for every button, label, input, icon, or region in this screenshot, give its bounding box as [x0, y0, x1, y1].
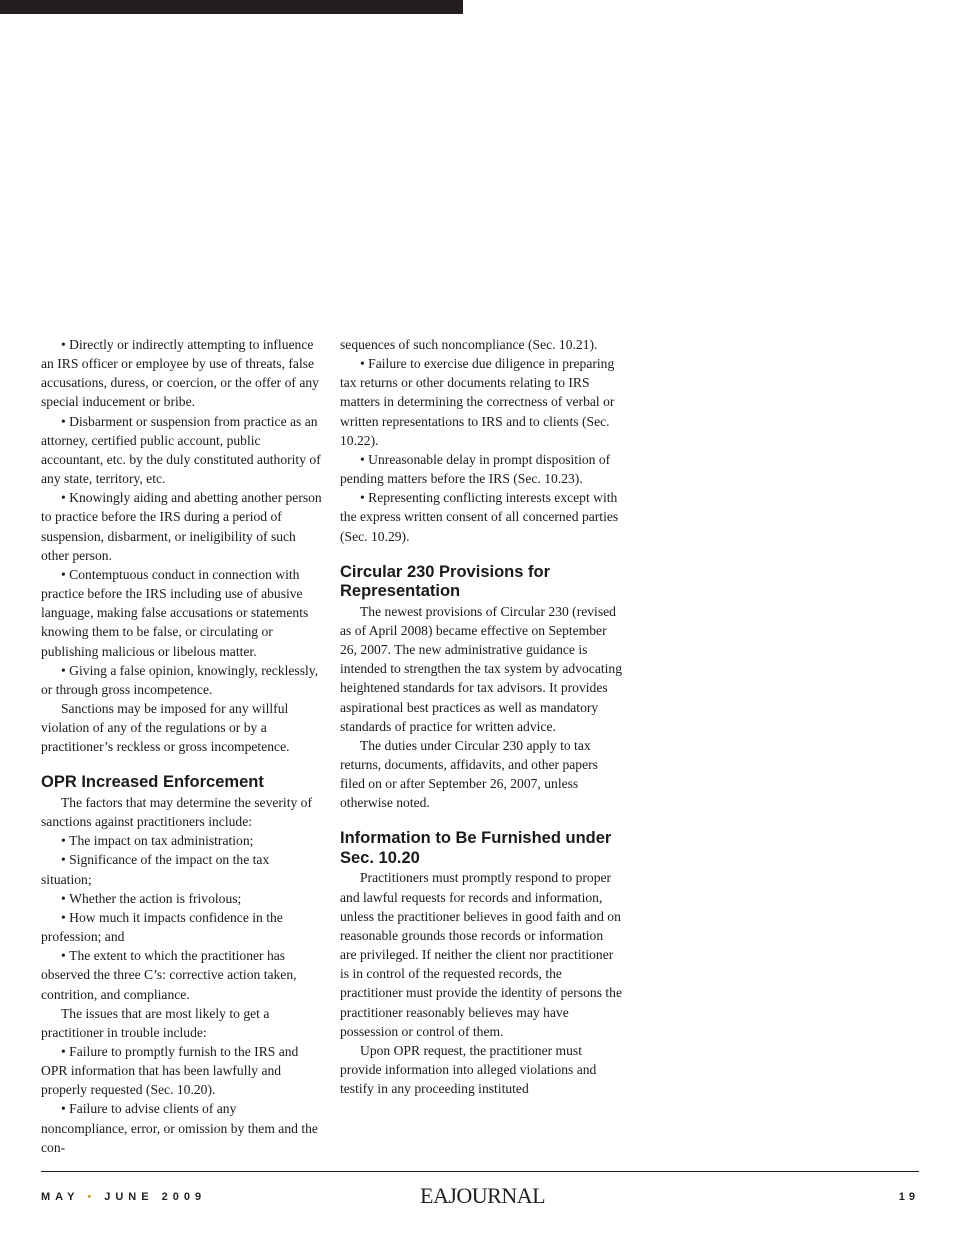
bullet-paragraph: • Contemptuous conduct in connection with practice before the IRS including use of abusive language, making false accusations or statements knowing them to be false, or circulating or publishing malicious or libelous matter. — [41, 565, 323, 661]
top-header-bar — [0, 0, 463, 14]
footer-separator-dot: • — [87, 1191, 97, 1203]
footer-month-2: JUNE 2009 — [104, 1191, 207, 1203]
right-column — [340, 335, 622, 1098]
bullet-paragraph: • Directly or indirectly attempting to influence an IRS officer or employee by use of threats, false accusations, duress, or coercion, or the offer of any special inducement or bribe. — [41, 335, 323, 412]
body-paragraph: The factors that may determine the severity of sanctions against practitioners include: — [41, 794, 313, 830]
footer-month-1: MAY — [41, 1191, 80, 1203]
bullet-paragraph: • How much it impacts confidence in the profession; and — [41, 908, 323, 946]
bullet-paragraph: • Disbarment or suspension from practice as an attorney, certified public account, public accountant, etc. by the duly constituted authority of any state, territory, etc. — [41, 412, 323, 489]
section-heading-circular-230: Circular 230 Provisions for Representation — [340, 562, 550, 601]
section-heading-information: Information to Be Furnished under Sec. 10.20 — [340, 829, 612, 867]
bullet-paragraph: • Significance of the impact on the tax situation; — [41, 850, 323, 888]
body-paragraph: The duties under Circular 230 apply to tax returns, documents, affidavits, and other papers filed on or after September 26, 2007, unless otherwise noted. — [340, 737, 598, 811]
bullet-paragraph: • Failure to promptly furnish to the IRS and OPR information that has been lawfully and properly requested (Sec. 10.20). — [41, 1042, 323, 1099]
body-paragraph: The issues that are most likely to get a practitioner in trouble include: — [41, 1005, 270, 1040]
page-number: 19 — [898, 1191, 919, 1203]
bullet-paragraph: • Failure to exercise due diligence in preparing tax returns or other documents relating to IRS matters in determining the correctness of verbal or written representations to IRS and to clients (Sec. 10.22). — [340, 354, 622, 450]
bullet-paragraph: • Knowingly aiding and abetting another person to practice before the IRS during a period of suspension, disbarment, or ineligibility of such other person. — [41, 488, 323, 565]
footer-rule — [41, 1171, 919, 1172]
bullet-paragraph: • Whether the action is frivolous; — [41, 889, 323, 908]
body-paragraph: Sanctions may be imposed for any willful violation of any of the regulations or by a practitioner’s reckless or gross incompetence. — [41, 700, 290, 755]
body-paragraph: The newest provisions of Circular 230 (revised as of April 2008) became effective on September 26, 2007. The new administrative guidance is intended to strengthen the tax system by advocating heightened standards for tax advisors. It provides aspirational best practices as well as mandatory standards of practice for written advice. — [340, 603, 623, 734]
body-paragraph: Upon OPR request, the practitioner must provide information into alleged violations and testify in any proceeding instituted — [340, 1042, 597, 1097]
bullet-paragraph: • Representing conflicting interests except with the express written consent of all concerned parties (Sec. 10.29). — [340, 488, 622, 545]
section-heading-opr: OPR Increased Enforcement — [41, 773, 264, 792]
bullet-paragraph: • Giving a false opinion, knowingly, recklessly, or through gross incompetence. — [41, 661, 323, 699]
body-paragraph: sequences of such noncompliance (Sec. 10.21). — [340, 337, 598, 352]
ea-journal-logo: EAJOURNAL — [420, 1183, 546, 1208]
bullet-paragraph: • Failure to advise clients of any noncompliance, error, or omission by them and the con- — [41, 1099, 323, 1156]
bullet-paragraph: • The impact on tax administration; — [41, 831, 323, 850]
footer-issue-date — [41, 1191, 206, 1203]
body-paragraph: Practitioners must promptly respond to proper and lawful requests for records and information, unless the practitioner believes in good faith and on reasonable grounds those records or information are privileged. If neither the client nor practitioner is in control of the requested records, the practitioner must provide the identity of persons the practitioner reasonably believes may have possession or control of them. — [340, 870, 623, 1039]
bullet-paragraph: • The extent to which the practitioner has observed the three C’s: corrective action taken, contrition, and compliance. — [41, 946, 323, 1003]
left-column — [41, 335, 323, 1157]
bullet-paragraph: • Unreasonable delay in prompt disposition of pending matters before the IRS (Sec. 10.23). — [340, 450, 622, 488]
